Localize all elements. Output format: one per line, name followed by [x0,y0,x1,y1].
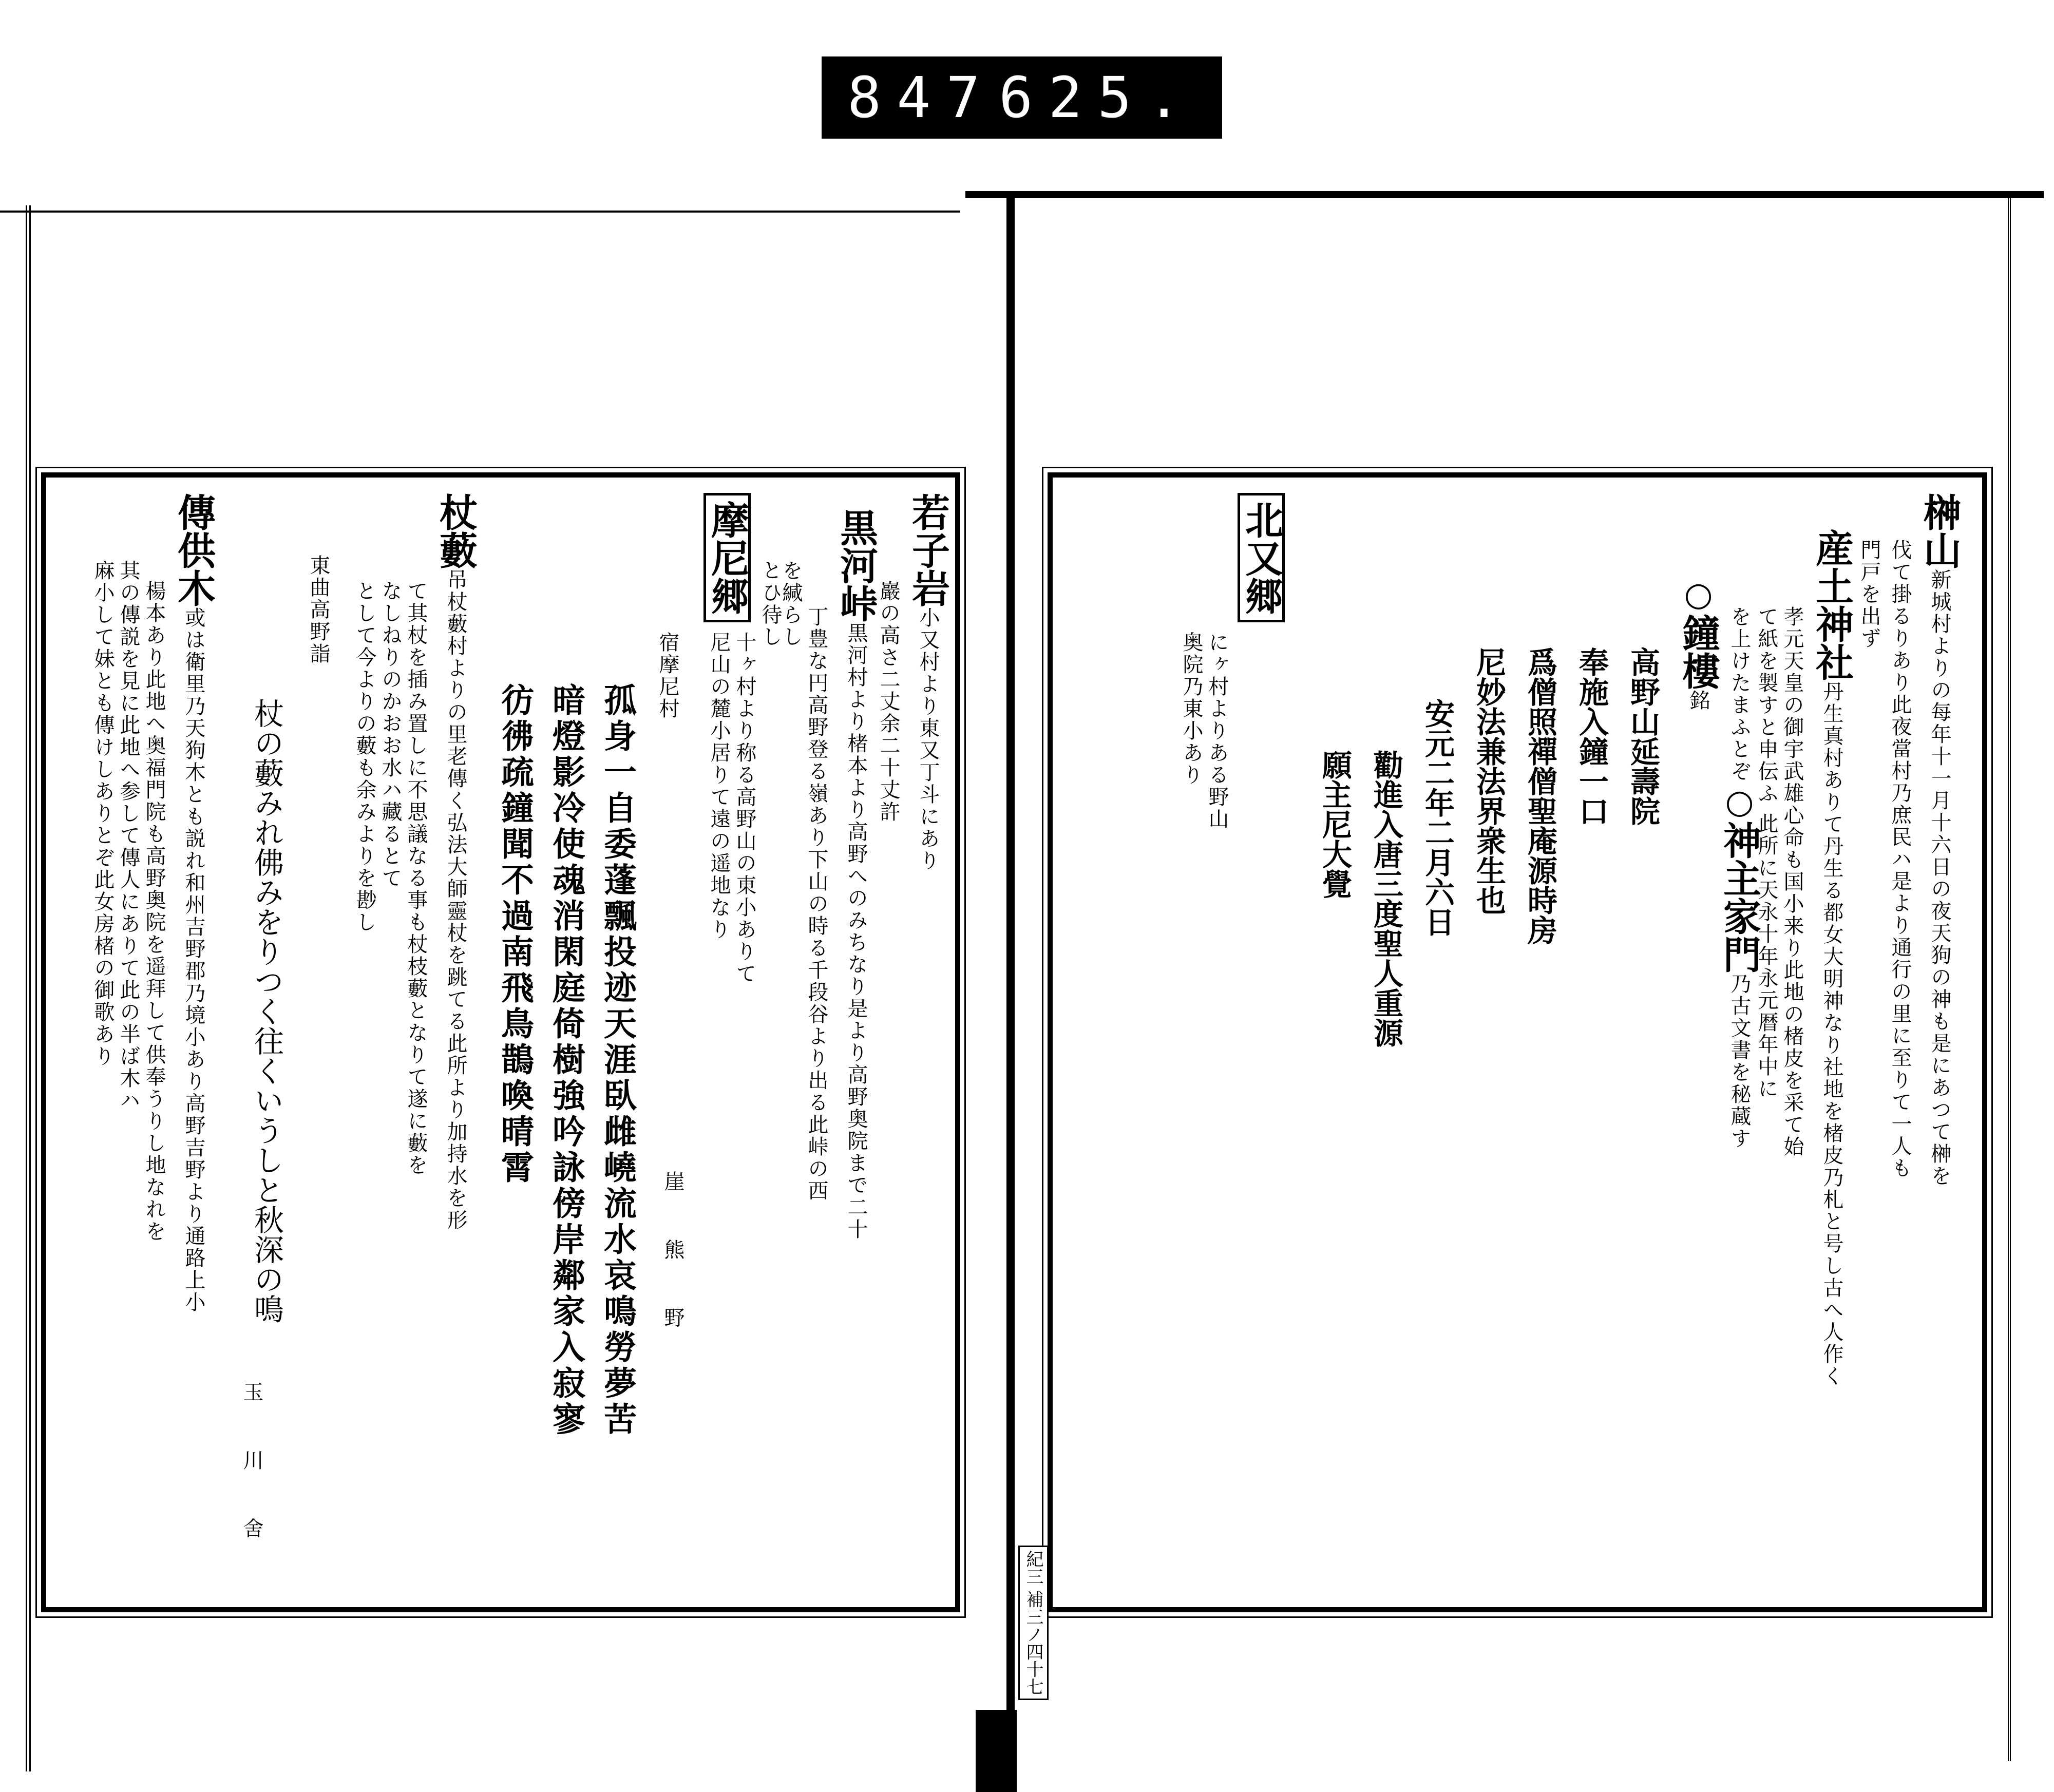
poem-line-2: 暗燈影冷使魂消閑庭倚樹強吟詠傍岸鄰家入寂寥 [547,683,585,1438]
wakago-column [906,493,950,872]
denbutsu-text-4: 麻小して妹とも傳けしありとぞ此女房楮の御歌あり [91,560,115,1067]
left-page-edge [0,205,31,1771]
bell-line-4: 尼妙法兼法界衆生也 [1471,647,1506,915]
kannushi-heading: 神主家門 [1717,821,1761,973]
kitamata-text-1: にヶ村よりある野山 [1205,632,1229,830]
sakaki-column [1917,493,1962,1187]
kitamata-text-2: 奥院乃東小あり [1180,632,1203,786]
kurokawa-heading: 黒河峠 [834,508,878,622]
bell-line-1: 高野山延壽院 [1625,647,1660,826]
bell-line-6: 勸進入唐三度聖人重源 [1368,750,1403,1047]
sakaki-text: 新城村よりの每年十一月十六日の夜天狗の神も是にあつて榊を [1928,569,1951,1187]
kurokawa-text-1: 黒河村より楮本より高野へのみちなり是より高野奥院まで二十 [844,622,868,1241]
tsue-column [433,493,478,1231]
tsue-text-2: て其杖を插み置しに不思議なる事も杖枝藪となりて遂に藪を [404,580,428,1176]
mani-text-1: 十ヶ村より称る高野山の東小ありて [733,632,756,985]
bell-line-7: 願主尼大覺 [1317,750,1352,899]
tokyoku-title: 東曲高野詣 [307,555,330,665]
ubusuna-text: 丹生真村ありて丹生る都女大明神なり社地を楮皮乃札と号し古へ人作く [1820,681,1843,1387]
bell-line-3: 爲僧照禪僧聖庵源時房 [1523,647,1557,945]
kurokawa-text-4: とひ待し [758,560,782,648]
ubusuna-column [1810,529,1854,1387]
haiku-author: 玉 川 舍 [240,1381,263,1559]
syuku-title: 宿摩尼村 [656,632,679,720]
shoro-heading: 鐘樓 [1676,614,1720,690]
tsue-text-3: なしねりのかおお水ハ藏るとて [378,580,402,889]
kurokawa-text-3: を緘らし [779,560,803,648]
wakago-heading: 若子岩 [906,493,950,607]
ubusuna-text-3: て紙を製すと申伝ふ 此所に天永十年永元暦年中に [1755,606,1778,1100]
poem-line-3: 彷彿疏鐘聞不過南飛鳥鵲喚晴霄 [496,683,534,1186]
kitamata-title: 北又郷 [1238,493,1285,622]
denbutsu-text-2: 楊本あり此地へ奥福門院も高野奥院を遥拜して供奉うりし地なれを [142,580,166,1243]
catalog-label [822,56,1222,139]
denbutsu-text-1: 或は衛里乃天狗木とも説れ和州吉野郡乃境小あり高野吉野より通路上小 [182,607,205,1313]
tsue-text-4: として今よりの藪も余みよりを尠し [353,580,376,933]
tsue-heading: 杖藪 [433,493,478,569]
wakago-text-2: 巖の高さ二丈余二十丈許 [877,580,900,823]
bell-line-5: 安元二年二月六日 [1420,698,1455,937]
tsue-text-1: 吊杖藪村よりの里老傳く弘法大師靈杖を跳てる此所より加持水を形 [444,569,467,1231]
book-spine [1006,195,1015,1715]
shoro-inscription-label: 銘 [1686,690,1710,712]
kurokawa-text-2: 丁豊な円高野登る嶺あり下山の時る千段谷より出る此峠の西 [805,606,828,1202]
kurokawa-column [834,508,878,1241]
mani-title: 摩尼郷 [703,493,751,622]
right-page-edge [2008,195,2049,1761]
sakaki-heading: 榊山 [1917,493,1962,569]
mani-text-2: 尼山の麓小居りて遠の遥地なり [707,632,731,941]
shoro-column: ○鐘樓銘 [1676,575,1720,712]
ubusuna-text-2: 孝元天皇の御宇武雄心命も国小来り此地の楮皮を采て始 [1780,606,1804,1158]
catalog-number-left: 847 [847,65,996,130]
sakaki-text-3: 門戸を出ず [1857,539,1881,650]
sakaki-text-2: 伐て掛るりあり此夜當村乃庶民ハ是より通行の里に至りて一人も [1888,539,1912,1179]
denbutsu-column [172,493,216,1313]
denbutsu-heading: 傳供木 [172,493,216,607]
haiku-text: 杖の藪みれ佛みをりつく往くいうしと秋深の鳴 [249,698,284,1324]
top-rule [965,191,2044,198]
poem-author: 崖 熊 野 [661,1171,684,1348]
catalog-number-right: 625. [999,65,1196,130]
right-page-frame [1048,472,1987,1612]
ubusuna-heading: 産土神社 [1810,529,1854,681]
bell-line-2: 奉施入鐘一口 [1574,647,1609,826]
poem-line-1: 孤身一自委蓬飄投迹天涯臥雌嶢流水哀鳴勞夢苦 [598,683,637,1438]
kannushi-column: を上けたまふとぞ○神主家門乃古文書を秘蔵す [1717,606,1761,1150]
kannushi-text: 乃古文書を秘蔵す [1727,973,1751,1150]
page-footer-mark: 紀三 補三ノ四十七 [1018,1546,1049,1700]
top-rule-left [0,211,960,213]
spine-foot [976,1710,1017,1792]
left-page-frame [41,472,960,1612]
ubusuna-text-4: を上けたまふとぞ [1727,606,1751,783]
denbutsu-text-3: 其の傳説を見に此地へ参して傳人にありて此の半ば木ハ [117,560,140,1112]
wakago-text-1: 小又村より東又丁斗にあり [916,607,940,872]
